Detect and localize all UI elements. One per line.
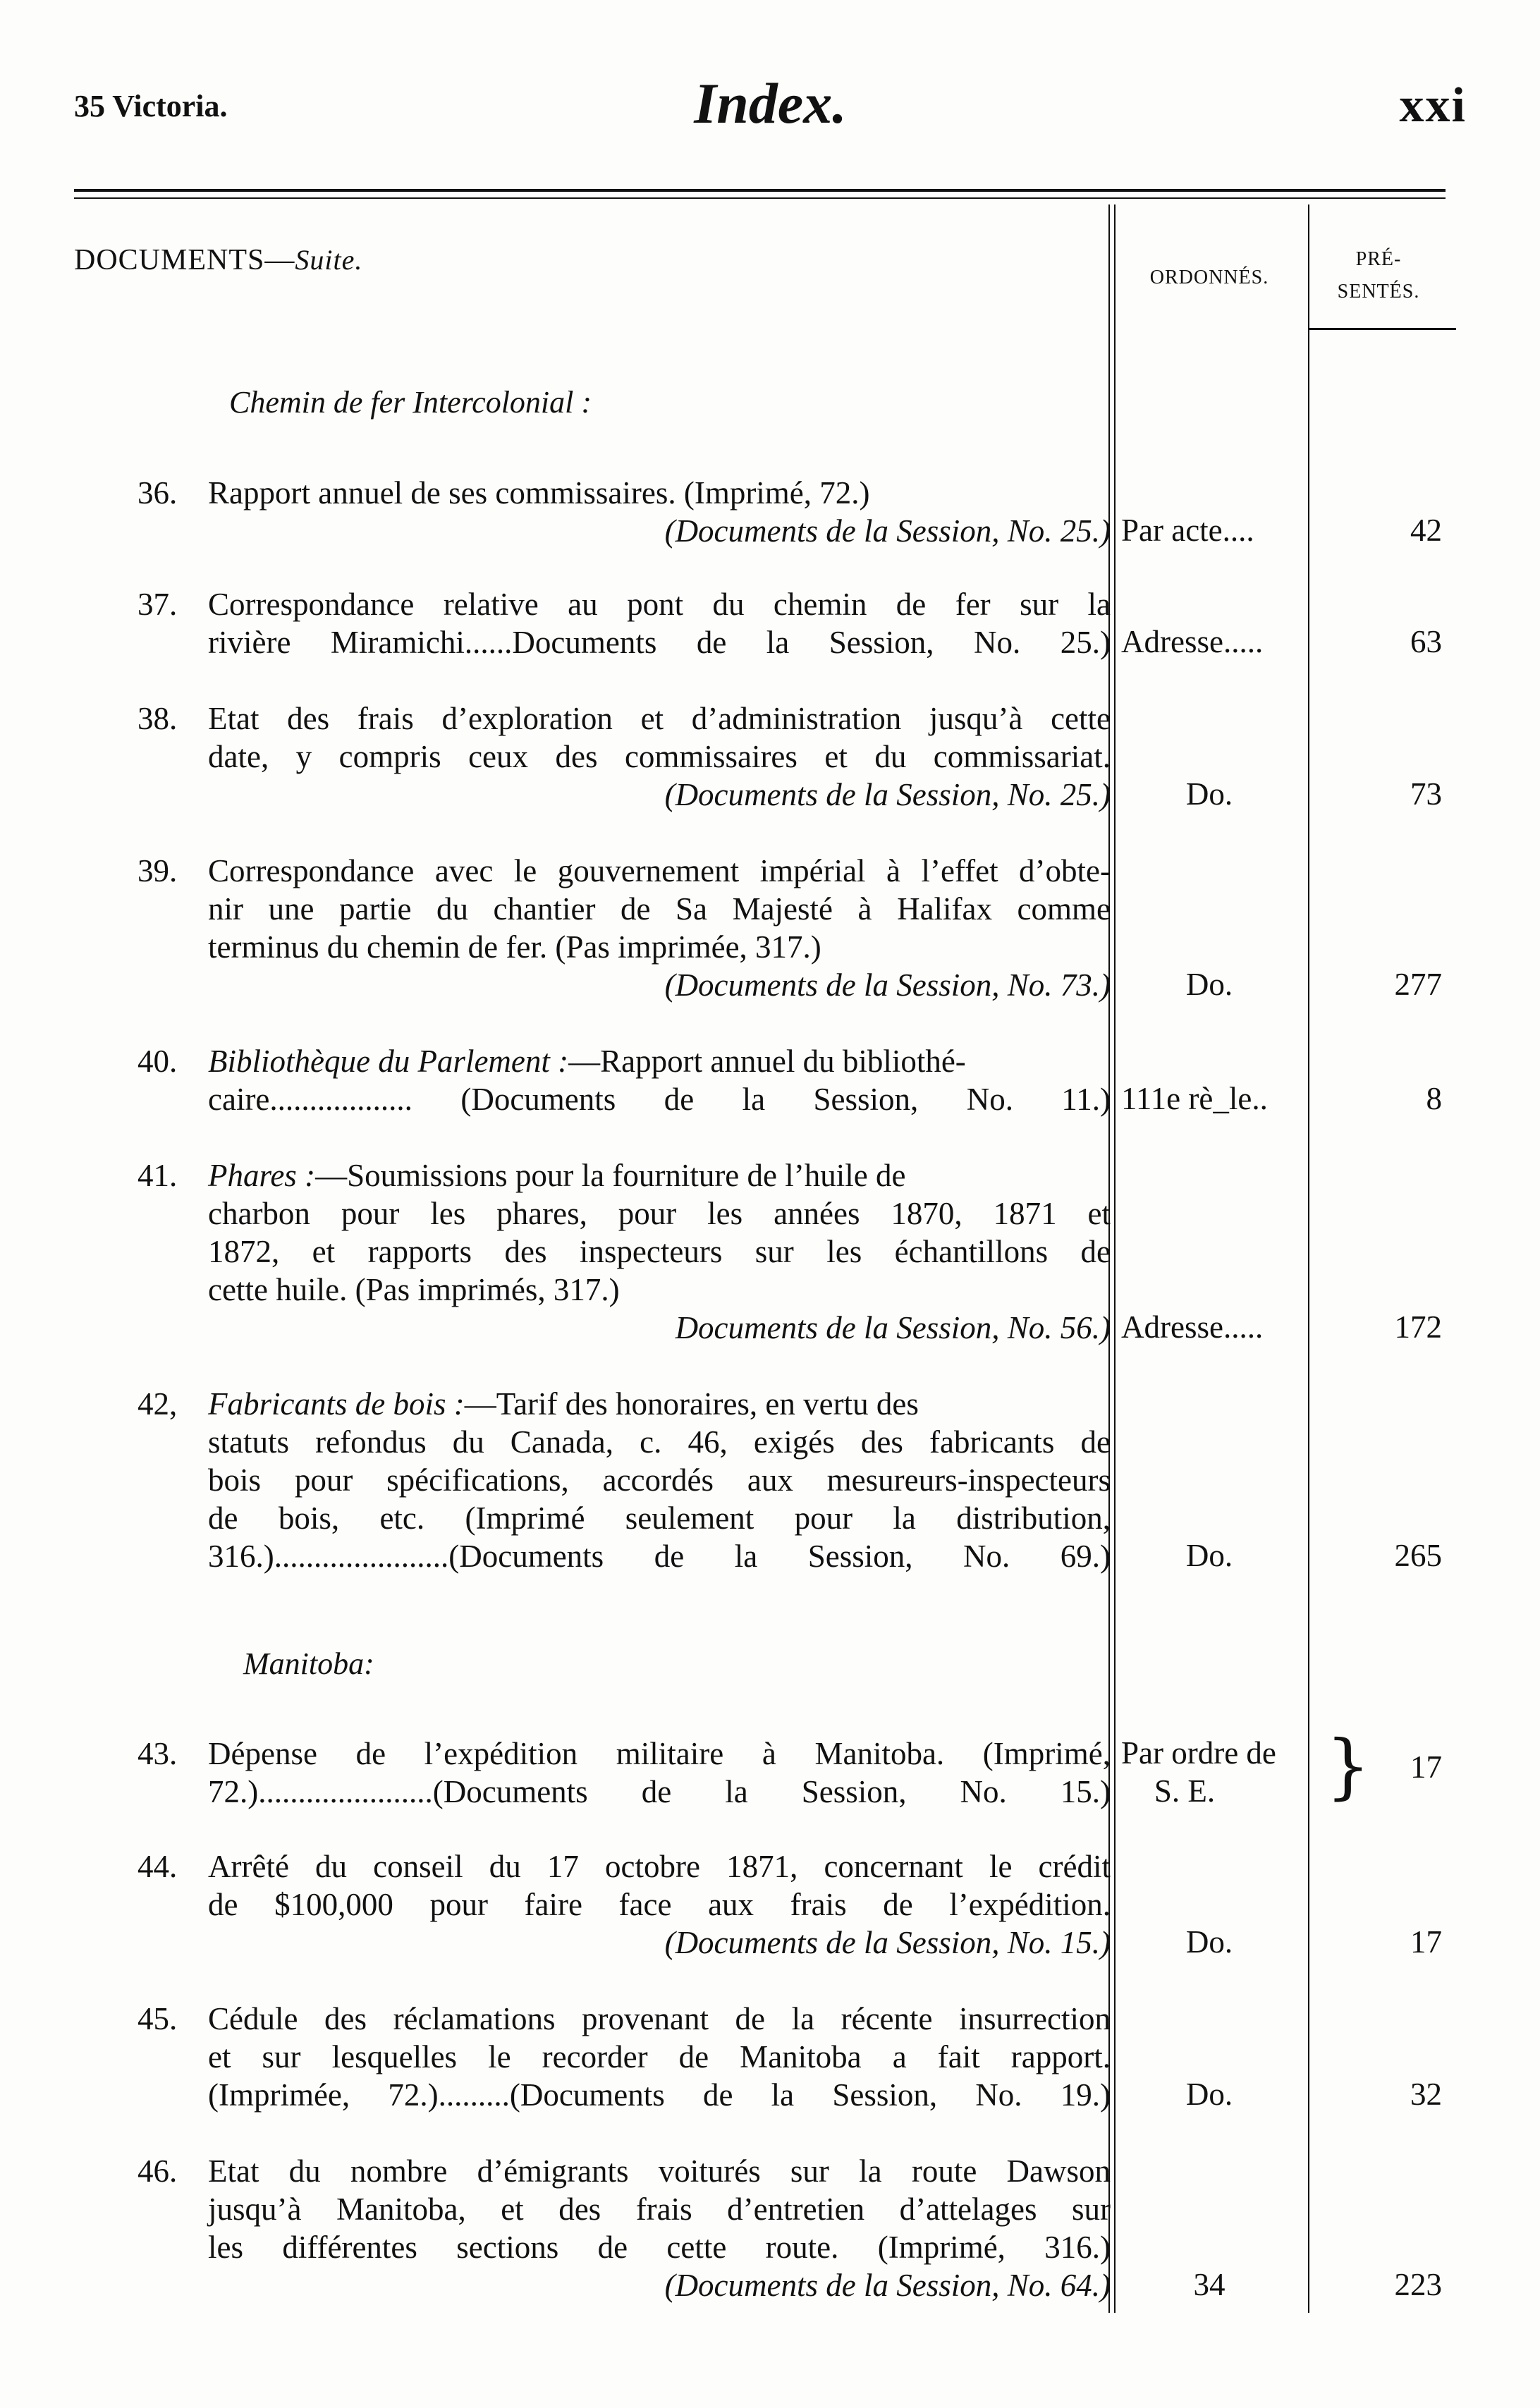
entry-line: jusqu’à Manitoba, et des frais d’entretien d’attelages sur [208,2192,1111,2227]
entry-line: Rapport annuel de ses commissaires. (Imprimé, 72.) [208,475,870,511]
entry-number: 46. [138,2153,178,2189]
entry-reference: (Documents de la Session, No. 15.) [664,1925,1111,1960]
entry-number: 38. [138,701,178,736]
brace: } [1326,1725,1371,1807]
entry-line: de bois, etc. (Imprimé seulement pour la distribution, [208,1501,1111,1536]
page-number: xxi [1399,78,1467,133]
entry-line [208,1385,1111,1423]
entry-line: date, y compris ceux des commissaires et du commissariat. [208,739,1111,774]
entry-38-presentes: 73 [1410,776,1442,812]
entry-line: Correspondance avec le gouvernement impérial à l’effet d’obte- [208,853,1111,888]
entry-text: —Soumissions pour la fourniture de l’huile de [315,1158,906,1193]
entry-39-ordonnes: Do. [1185,967,1233,1002]
section-title: DOCUMENTS— [74,244,295,276]
entry-45-presentes: 32 [1410,2077,1442,2112]
entry-42-presentes: 265 [1394,1538,1442,1573]
entry-line: 72.)......................(Documents de la Session, No. 15.) [208,1774,1111,1809]
entry-line: rivière Miramichi......Documents de la Session, No. 25.) [208,625,1111,660]
entry-line: 316.)......................(Documents de la Session, No. 69.) [208,1539,1111,1574]
column-rule-left-b [1114,204,1116,2313]
entry-43-presentes: 17 [1410,1749,1442,1785]
entry-number: 40. [138,1044,178,1079]
entry-line: Correspondance relative au pont du chemin de fer sur la [208,587,1111,622]
entry-reference: (Documents de la Session, No. 25.) [664,513,1111,549]
entry-topic: Bibliothèque du Parlement : [208,1044,569,1079]
entry-41-presentes: 172 [1394,1309,1442,1345]
entry-number: 43. [138,1736,178,1771]
entry-line: (Imprimée, 72.).........(Documents de la Session, No. 19.) [208,2077,1111,2113]
section-heading [74,243,362,277]
running-head [74,67,1467,145]
entry-43-ordonnes-line2: S. E. [1154,1773,1216,1809]
entry-line: statuts refondus du Canada, c. 46, exigés des fabricants de [208,1424,1111,1460]
entry-reference: (Documents de la Session, No. 64.) [664,2268,1111,2303]
entry-topic: Phares : [208,1158,316,1193]
entry-number: 41. [138,1158,178,1193]
entry-45-ordonnes: Do. [1185,2077,1233,2112]
entry-43-ordonnes-line1: Par ordre de [1121,1735,1276,1771]
subheading-chemin-de-fer: Chemin de fer Intercolonial : [229,385,592,420]
entry-number: 42, [138,1386,178,1422]
entry-line: cette huile. (Pas imprimés, 317.) [208,1272,620,1307]
entry-line: Etat des frais d’exploration et d’administration jusqu’à cette [208,701,1111,736]
entry-36-presentes: 42 [1410,513,1442,548]
entry-number: 39. [138,853,178,888]
entry-line: 1872, et rapports des inspecteurs sur les échantillons de [208,1234,1111,1269]
entry-number: 37. [138,587,178,622]
entry-46-presentes: 223 [1394,2267,1442,2302]
column-heading-ordonnes: ORDONNÉS. [1149,267,1269,288]
entry-37-presentes: 63 [1410,624,1442,659]
entry-line: Dépense de l’expédition militaire à Manitoba. (Imprimé, [208,1736,1111,1771]
entry-38-ordonnes: Do. [1185,776,1233,812]
entry-reference: Documents de la Session, No. 56.) [675,1310,1111,1345]
entry-line: les différentes sections de cette route. (Imprimé, 316.) [208,2230,1111,2265]
entry-text: —Tarif des honoraires, en vertu des [464,1386,919,1422]
entry-line: de $100,000 pour faire face aux frais de l’expédition. [208,1887,1111,1922]
entry-46-ordonnes: 34 [1193,2267,1226,2302]
entry-40-ordonnes: 111e rè_le.. [1121,1081,1268,1116]
running-head-left: 35 Victoria. [74,89,228,123]
entry-line: Arrêté du conseil du 17 octobre 1871, concernant le crédit [208,1849,1111,1884]
entry-37-ordonnes: Adresse..... [1121,624,1264,659]
entry-44-ordonnes: Do. [1185,1924,1233,1960]
entry-reference: (Documents de la Session, No. 73.) [664,967,1111,1003]
entry-40-presentes: 8 [1426,1081,1442,1116]
entry-line: caire.................. (Documents de la Session, No. 11.) [208,1082,1111,1117]
entry-41-ordonnes: Adresse..... [1121,1309,1264,1345]
entry-line [208,1156,1111,1194]
entry-line: charbon pour les phares, pour les années 1870, 1871 et [208,1196,1111,1231]
entry-39-presentes: 277 [1394,967,1442,1002]
entry-line: Cédule des réclamations provenant de la récente insurrection [208,2001,1111,2036]
entry-number: 45. [138,2001,178,2036]
entry-42-ordonnes: Do. [1185,1538,1233,1573]
header-rule-thick [74,189,1446,192]
running-head-title: Index. [694,71,847,135]
column-heading-underline [1308,328,1456,330]
entry-line: bois pour spécifications, accordés aux mesureurs-inspecteurs [208,1462,1111,1498]
column-heading-presentes-line2: SENTÉS. [1337,281,1420,302]
entry-line: terminus du chemin de fer. (Pas imprimée, 317.) [208,929,821,965]
entry-reference: (Documents de la Session, No. 25.) [664,777,1111,812]
subheading-manitoba: Manitoba: [243,1646,374,1681]
header-rule-thin [74,197,1446,199]
entry-line: Etat du nombre d’émigrants voiturés sur la route Dawson [208,2153,1111,2189]
entry-number: 44. [138,1849,178,1884]
entry-line: nir une partie du chantier de Sa Majesté à Halifax comme [208,891,1111,927]
entry-text: —Rapport annuel du bibliothé- [568,1044,966,1079]
entry-36-ordonnes: Par acte.... [1121,513,1254,548]
column-heading-presentes-line1: PRÉ- [1355,248,1402,270]
entry-number: 36. [138,475,178,511]
column-heading-presentes [1308,243,1449,308]
entry-44-presentes: 17 [1410,1924,1442,1960]
entry-line [208,1042,1111,1080]
entry-topic: Fabricants de bois : [208,1386,465,1422]
section-suffix: Suite. [295,244,363,276]
entry-line: et sur lesquelles le recorder de Manitoba a fait rapport. [208,2039,1111,2074]
